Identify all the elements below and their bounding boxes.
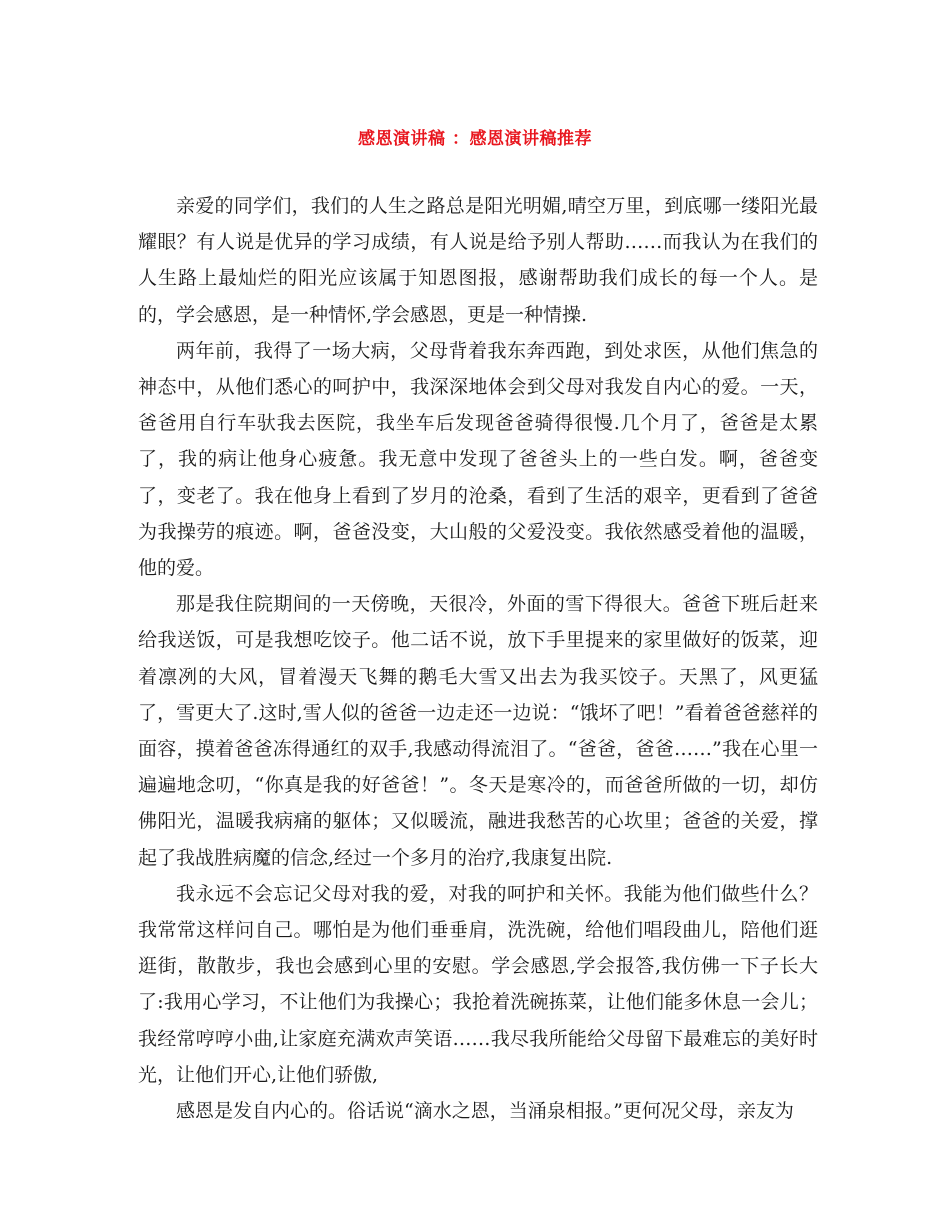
document-body (138, 188, 818, 1129)
paragraph-4: 我永远不会忘记父母对我的爱，对我的呵护和关怀。我能为他们做些什么？我常常这样问自己。哪怕是为他们垂垂肩，洗洗碗，给他们唱段曲儿，陪他们逛逛街，散散步，我也会感到心里的安慰。学会感恩,学会报答,我仿佛一下子长大了:我用心学习，不让他们为我操心；我抢着洗碗拣菜，让他们能多休息一会儿；我经常哼哼小曲,让家庭充满欢声笑语……我尽我所能给父母留下最难忘的美好时光，让他们开心,让他们骄傲, (138, 882, 818, 1086)
paragraph-1: 亲爱的同学们，我们的人生之路总是阳光明媚,晴空万里，到底哪一缕阳光最耀眼？有人说是优异的学习成绩，有人说是给予别人帮助……而我认为在我们的人生路上最灿烂的阳光应该属于知恩图报，感谢帮助我们成长的每一个人。是的，学会感恩，是一种情怀,学会感恩，更是一种情操. (138, 195, 818, 326)
paragraph-5: 感恩是发自内心的。俗话说“滴水之恩，当涌泉相报。”更何况父母，亲友为 (176, 1100, 794, 1123)
paragraph-2: 两年前，我得了一场大病，父母背着我东奔西跑，到处求医，从他们焦急的神态中，从他们悉心的呵护中，我深深地体会到父母对我发自内心的爱。一天，爸爸用自行车驮我去医院，我坐车后发现爸爸骑得很慢.几个月了，爸爸是太累了，我的病让他身心疲惫。我无意中发现了爸爸头上的一些白发。啊，爸爸变了，变老了。我在他身上看到了岁月的沧桑，看到了生活的艰辛，更看到了爸爸为我操劳的痕迹。啊，爸爸没变，大山般的父爱没变。我依然感受着他的温暖，他的爱。 (138, 339, 818, 580)
paragraph-3: 那是我住院期间的一天傍晚，天很冷，外面的雪下得很大。爸爸下班后赶来给我送饭，可是我想吃饺子。他二话不说，放下手里提来的家里做好的饭菜，迎着凛冽的大风，冒着漫天飞舞的鹅毛大雪又出去为我买饺子。天黑了，风更猛了，雪更大了.这时,雪人似的爸爸一边走还一边说：“饿坏了吧！”看着爸爸慈祥的面容，摸着爸爸冻得通红的双手,我感动得流泪了。“爸爸，爸爸……”我在心里一遍遍地念叨，“你真是我的好爸爸！”。冬天是寒冷的，而爸爸所做的一切，却仿佛阳光，温暖我病痛的躯体；又似暖流，融进我愁苦的心坎里；爸爸的关爱，撑起了我战胜病魔的信念,经过一个多月的治疗,我康复出院. (138, 593, 818, 869)
document-title: 感恩演讲稿 ：感恩演讲稿推荐 (358, 129, 592, 149)
